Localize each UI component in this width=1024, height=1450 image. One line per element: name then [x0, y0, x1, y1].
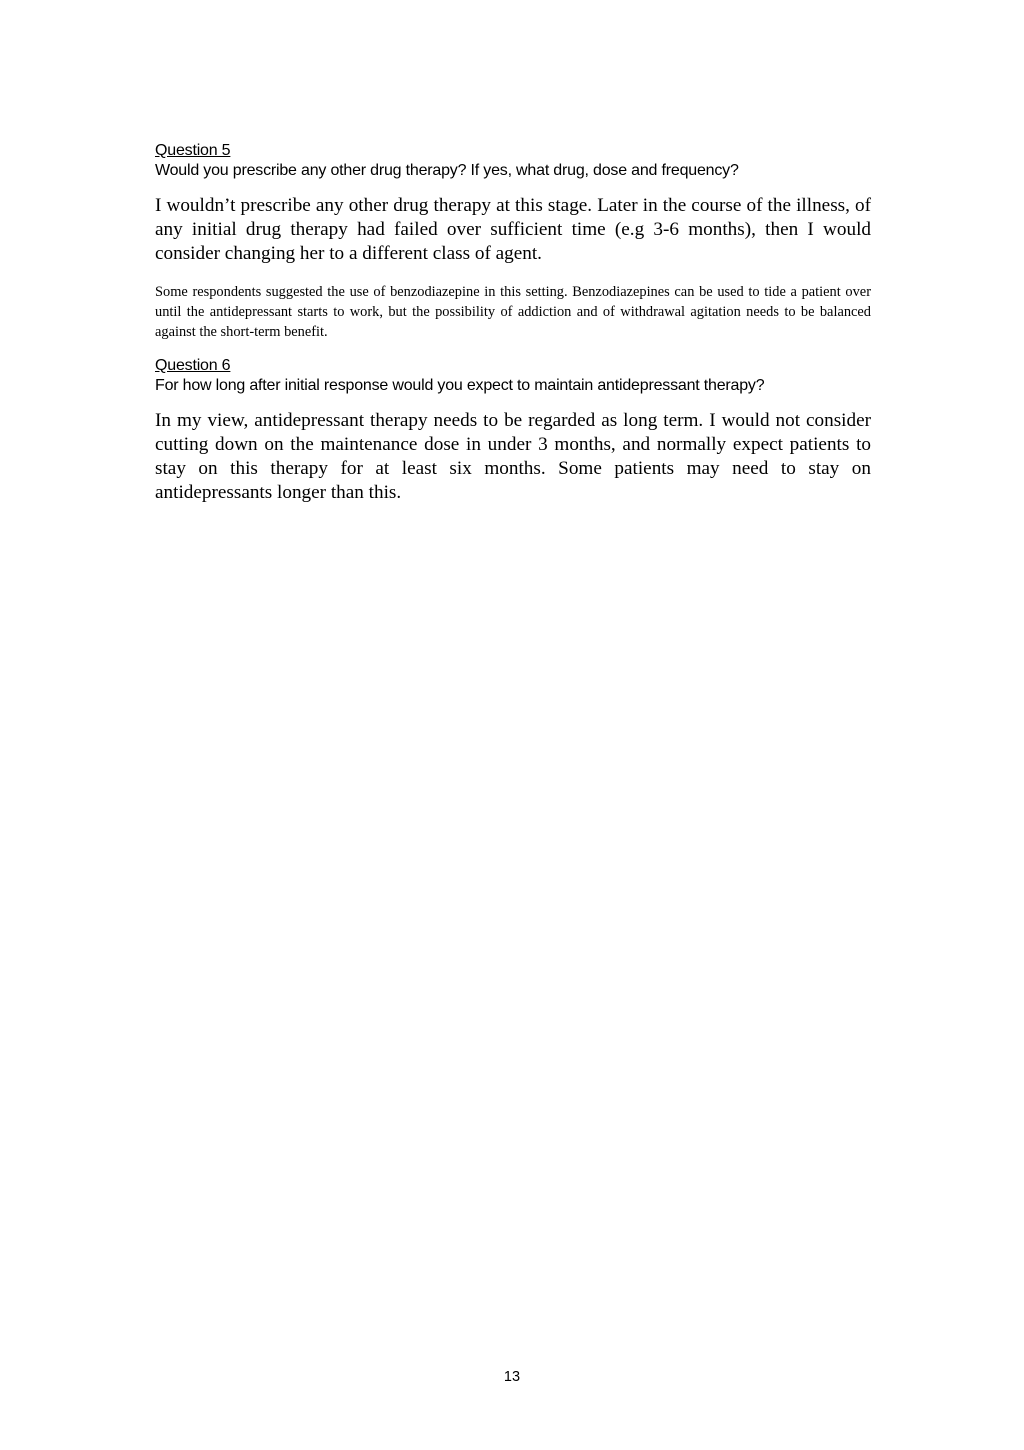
- question-6-section: [155, 356, 871, 505]
- question-5-text: Would you prescribe any other drug therapy? If yes, what drug, dose and frequency?: [155, 162, 739, 179]
- question-6-label: Question 6: [155, 357, 231, 374]
- question-5-label: Question 5: [155, 142, 231, 159]
- question-5-answer: I wouldn’t prescribe any other drug therapy at this stage. Later in the course of the illness, of any initial drug therapy had failed over sufficient time (e.g 3-6 months), then I would consider changing her to a different class of agent.: [155, 195, 871, 264]
- page-number: 13: [503, 1369, 521, 1385]
- question-6-answer: In my view, antidepressant therapy needs to be regarded as long term. I would not consider cutting down on the maintenance dose in under 3 months, and normally expect patients to stay on this therapy for at least six months. Some patients may need to stay on antidepressants longer than this.: [155, 410, 871, 503]
- page-content: [155, 141, 871, 505]
- question-5-note: Some respondents suggested the use of benzodiazepine in this setting. Benzodiazepines can be used to tide a patient over until the antidepressant starts to work, but the possibility of addiction and of withdrawal agitation needs to be balanced against the short-term benefit.: [155, 284, 871, 340]
- question-6-text: For how long after initial response would you expect to maintain antidepressant therapy?: [155, 377, 765, 394]
- question-5-section: [155, 141, 871, 342]
